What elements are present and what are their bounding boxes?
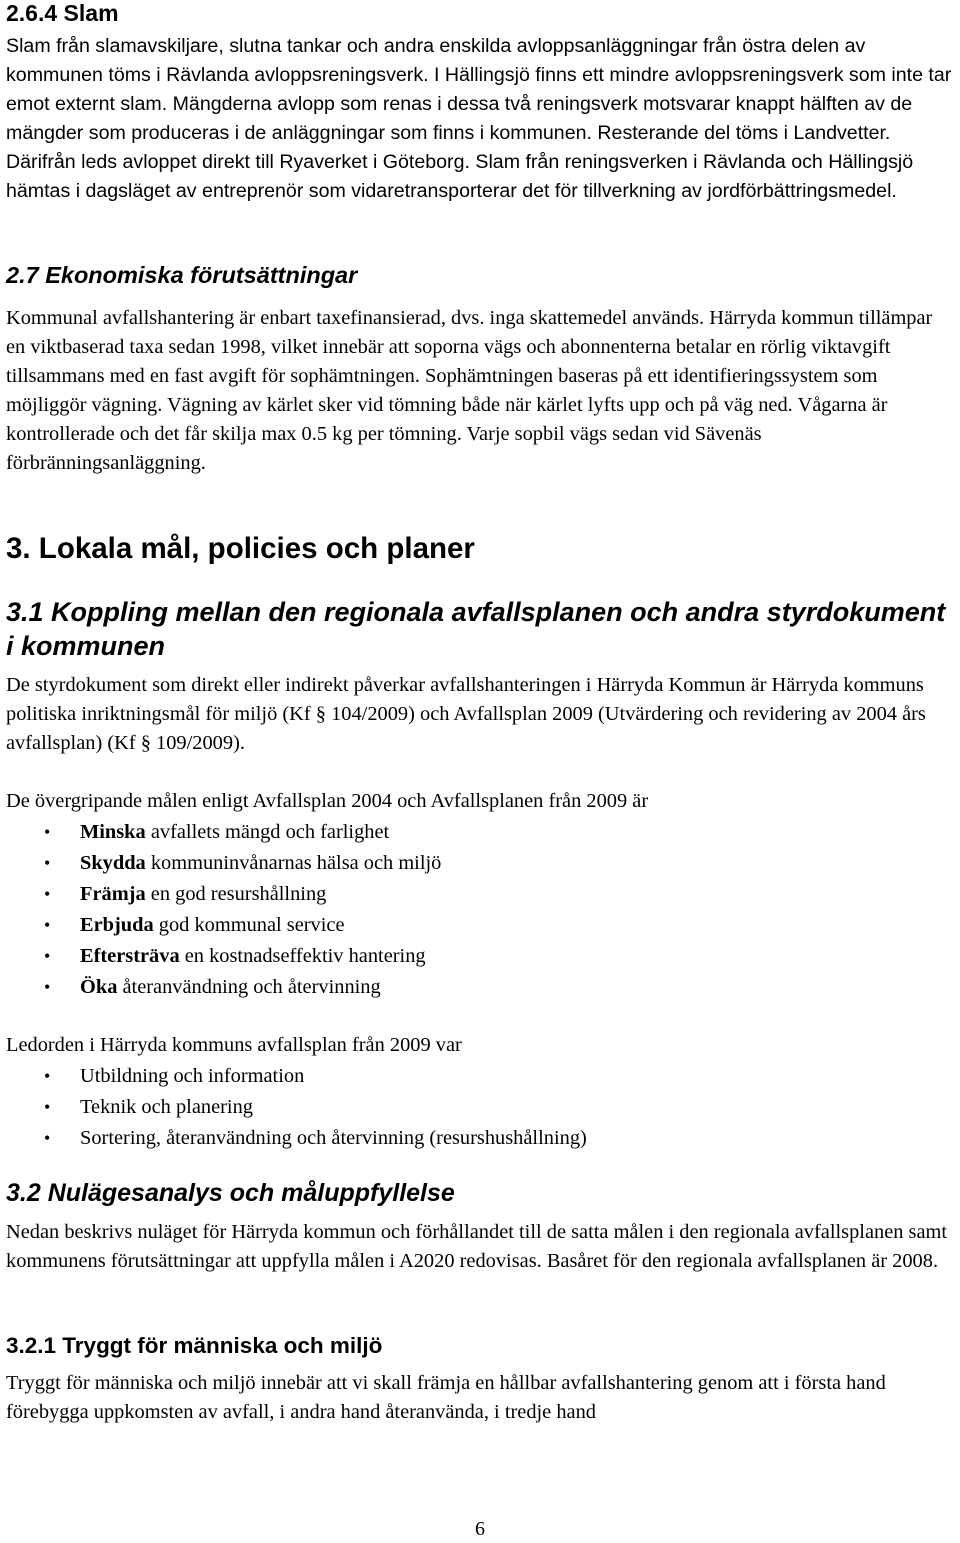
bullet-icon: • — [44, 1066, 51, 1086]
goal-text: en kostnadseffektiv hantering — [179, 945, 426, 967]
list-item — [6, 817, 956, 848]
list-item — [6, 1092, 956, 1123]
list-item — [6, 910, 956, 941]
list-item — [6, 879, 956, 910]
bullet-icon: • — [44, 853, 51, 873]
heading-3-1: 3.1 Koppling mellan den regionala avfallsplanen och andra styrdokument i kommunen — [6, 597, 946, 661]
list-item — [6, 1061, 956, 1092]
paragraph-nulage: Nedan beskrivs nuläget för Härryda kommun och förhållandet till de satta målen i den regionala avfallsplanen samt kommunens förutsättningar att uppfylla målen i A2020 redovisas. Basåret för den regionala avfallsplanen är 2008. — [6, 1221, 948, 1272]
goal-text: avfallets mängd och farlighet — [145, 821, 390, 843]
list-item — [6, 972, 956, 1003]
paragraph-ekonomi: Kommunal avfallshantering är enbart taxefinansierad, dvs. inga skattemedel används. Härryda kommun tillämpar en viktbaserad taxa sedan 1998, vilket innebär att soporna vägs och abonnenterna betalar en rörlig viktavgift tillsammans med en fast avgift för sophämtningen. Sophämtningen baseras på ett identifieringssystem som möjliggör vägning. Vägning av kärlet sker vid tömning både när kärlet lyfts upp och på väg ned. Vågarna är kontrollerade och det får skilja max 0.5 kg per tömning. Varje sopbil vägs sedan vid Sävenäs förbränningsanläggning. — [6, 307, 933, 474]
heading-3-2: 3.2 Nulägesanalys och måluppfyllelse — [6, 1179, 455, 1207]
goal-keyword: Skydda — [80, 852, 146, 874]
bullet-icon: • — [44, 822, 51, 842]
goals-list — [6, 817, 956, 1003]
list-item — [6, 1123, 956, 1154]
heading-2-6-4: 2.6.4 Slam — [6, 0, 119, 26]
goals-intro: De övergripande målen enligt Avfallsplan 2004 och Avfallsplanen från 2009 är — [6, 790, 649, 812]
page-number: 6 — [475, 1518, 485, 1540]
heading-3: 3. Lokala mål, policies och planer — [6, 532, 475, 565]
goal-text: en god resurshållning — [145, 883, 327, 905]
bullet-icon: • — [44, 946, 51, 966]
bullet-icon: • — [44, 977, 51, 997]
goal-keyword: Erbjuda — [80, 914, 154, 936]
list-item — [6, 848, 956, 879]
keywords-intro: Ledorden i Härryda kommuns avfallsplan från 2009 var — [6, 1034, 462, 1056]
keywords-list — [6, 1061, 956, 1154]
heading-2-7: 2.7 Ekonomiska förutsättningar — [6, 262, 358, 288]
goal-text: kommuninvånarnas hälsa och miljö — [145, 852, 442, 874]
keyword-text: Sortering, återanvändning och återvinning (resurshushållning) — [80, 1127, 587, 1149]
bullet-icon: • — [44, 1128, 51, 1148]
goal-text: god kommunal service — [153, 914, 345, 936]
goal-keyword: Minska — [80, 821, 146, 843]
paragraph-slam: Slam från slamavskiljare, slutna tankar och andra enskilda avloppsanläggningar från östra delen av kommunen töms i Rävlanda avloppsreningsverk. I Hällingsjö finns ett mindre avloppsreningsverk som inte tar emot externt slam. Mängderna avlopp som renas i dessa två reningsverk motsvarar knappt hälften av de mängder som produceras i de anläggningar som finns i kommunen. Resterande del töms i Landvetter. Därifrån leds avloppet direkt till Ryaverket i Göteborg. Slam från reningsverken i Rävlanda och Hällingsjö hämtas i dagsläget av entreprenör som vidaretransporterar det för tillverkning av jordförbättringsmedel. — [6, 35, 952, 202]
goal-text: återanvändning och återvinning — [117, 976, 381, 998]
heading-3-2-1: 3.2.1 Tryggt för människa och miljö — [6, 1333, 383, 1358]
paragraph-styrdokument: De styrdokument som direkt eller indirekt påverkar avfallshanteringen i Härryda Kommun är Härryda kommuns politiska inriktningsmål för miljö (Kf § 104/2009) och Avfallsplan 2009 (Utvärdering och revidering av 2004 års avfallsplan) (Kf § 109/2009). — [6, 674, 926, 754]
goal-keyword: Öka — [80, 976, 118, 998]
bullet-icon: • — [44, 884, 51, 904]
keyword-text: Teknik och planering — [80, 1096, 253, 1118]
bullet-icon: • — [44, 915, 51, 935]
paragraph-tryggt: Tryggt för människa och miljö innebär att vi skall främja en hållbar avfallshantering genom att i första hand förebygga uppkomsten av avfall, i andra hand återanvända, i tredje hand — [6, 1372, 886, 1423]
goal-keyword: Främja — [80, 883, 146, 905]
goal-keyword: Eftersträva — [80, 945, 180, 967]
keyword-text: Utbildning och information — [80, 1065, 305, 1087]
bullet-icon: • — [44, 1097, 51, 1117]
list-item — [6, 941, 956, 972]
